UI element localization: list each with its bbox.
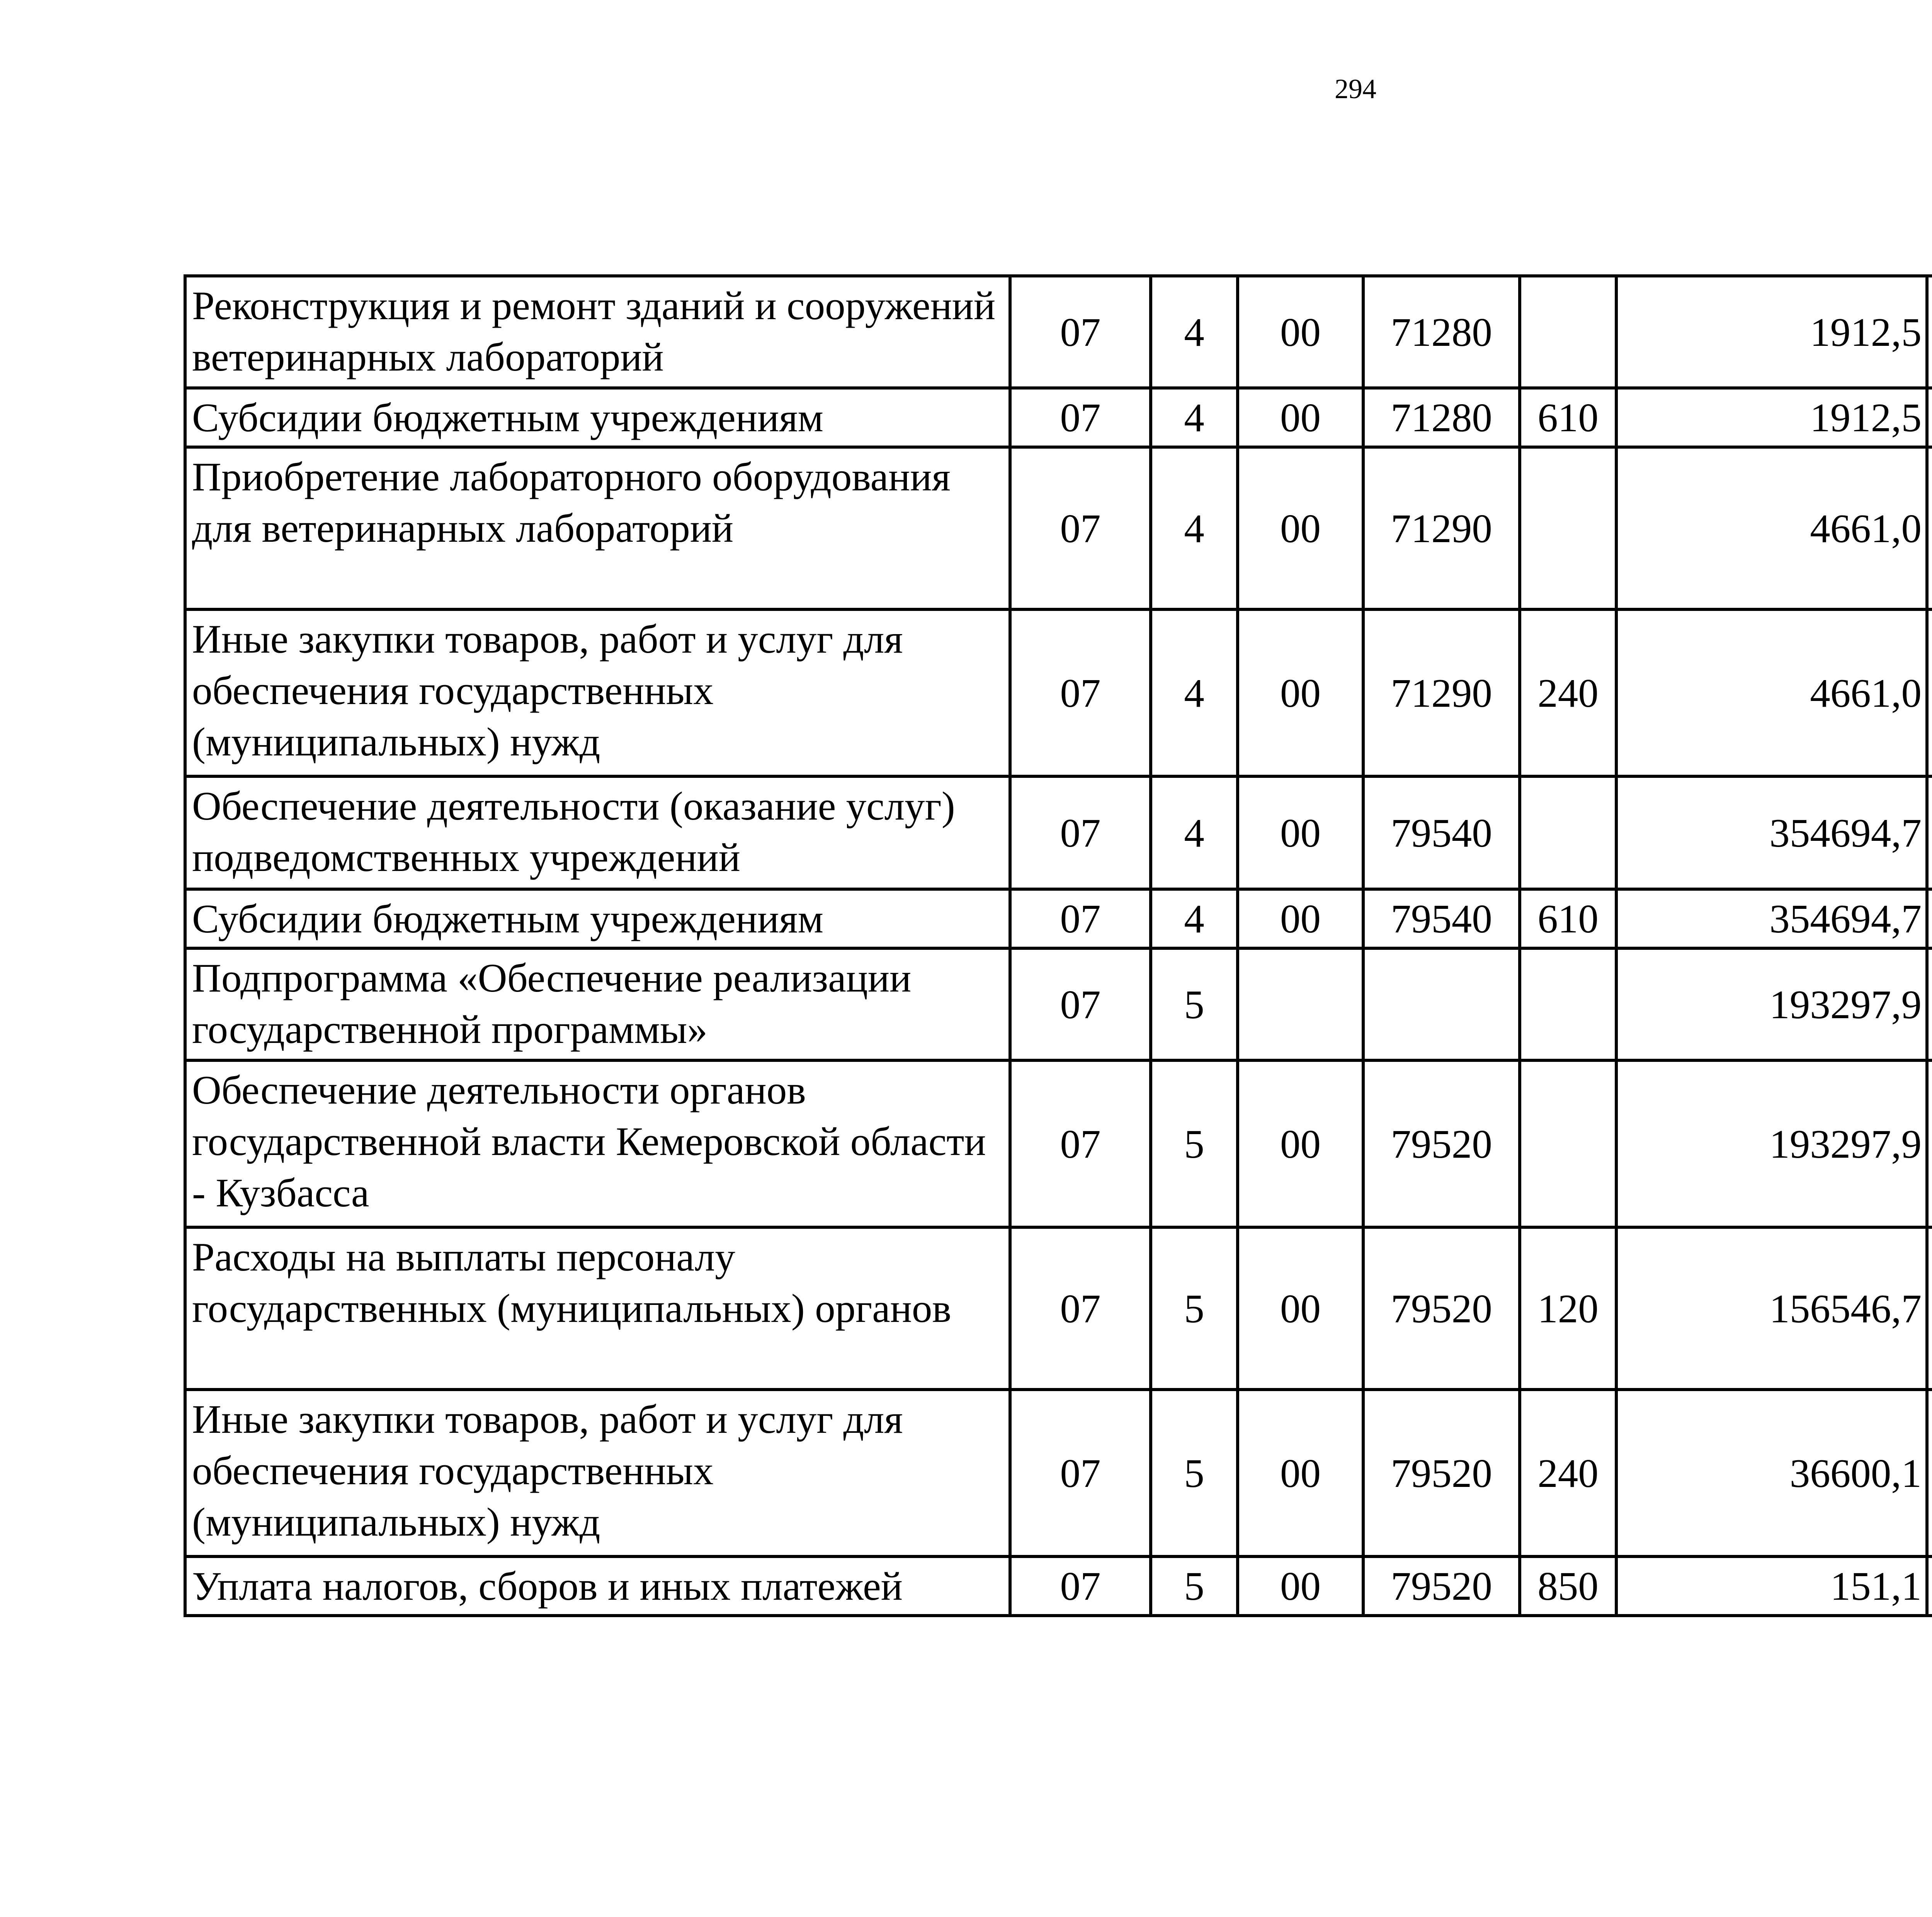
section-code-cell: 07 bbox=[1010, 388, 1151, 447]
value-2-cell bbox=[1927, 1556, 1932, 1616]
main-event-code-cell bbox=[1238, 948, 1363, 1060]
subprogram-code-cell: 5 bbox=[1151, 948, 1238, 1060]
section-code-cell: 07 bbox=[1010, 447, 1151, 609]
row-name-cell: Подпрограмма «Обеспечение реализации государственной программы» bbox=[185, 948, 1010, 1060]
value-2-cell bbox=[1927, 1060, 1932, 1227]
section-code-cell: 07 bbox=[1010, 609, 1151, 776]
row-name-cell: Реконструкция и ремонт зданий и сооружений ветеринарных лабораторий bbox=[185, 276, 1010, 388]
value-1-cell: 354694,7 bbox=[1616, 889, 1927, 948]
subprogram-code-cell: 5 bbox=[1151, 1390, 1238, 1556]
direction-code-cell: 79520 bbox=[1363, 1390, 1520, 1556]
subprogram-code-cell: 5 bbox=[1151, 1227, 1238, 1390]
main-event-code-cell: 00 bbox=[1238, 609, 1363, 776]
section-code-cell: 07 bbox=[1010, 276, 1151, 388]
table-row bbox=[185, 1060, 1932, 1227]
table-row bbox=[185, 388, 1932, 447]
budget-table bbox=[184, 274, 1932, 1617]
main-event-code-cell: 00 bbox=[1238, 1390, 1363, 1556]
subprogram-code-cell: 4 bbox=[1151, 276, 1238, 388]
subprogram-code-cell: 4 bbox=[1151, 609, 1238, 776]
value-1-cell: 4661,0 bbox=[1616, 447, 1927, 609]
value-1-cell: 193297,9 bbox=[1616, 1060, 1927, 1227]
direction-code-cell: 79520 bbox=[1363, 1060, 1520, 1227]
section-code-cell: 07 bbox=[1010, 948, 1151, 1060]
direction-code-cell: 71280 bbox=[1363, 276, 1520, 388]
table-row bbox=[185, 776, 1932, 889]
row-name-cell: Обеспечение деятельности органов государственной власти Кемеровской области - Кузбасса bbox=[185, 1060, 1010, 1227]
direction-code-cell: 79520 bbox=[1363, 1556, 1520, 1616]
table-row bbox=[185, 447, 1932, 609]
row-name-cell: Обеспечение деятельности (оказание услуг) подведомственных учреждений bbox=[185, 776, 1010, 889]
direction-code-cell: 79540 bbox=[1363, 889, 1520, 948]
expense-type-code-cell bbox=[1520, 776, 1616, 889]
expense-type-code-cell: 610 bbox=[1520, 388, 1616, 447]
expense-type-code-cell: 120 bbox=[1520, 1227, 1616, 1390]
value-1-cell: 354694,7 bbox=[1616, 776, 1927, 889]
expense-type-code-cell bbox=[1520, 948, 1616, 1060]
row-name-cell: Субсидии бюджетным учреждениям bbox=[185, 889, 1010, 948]
direction-code-cell: 71290 bbox=[1363, 609, 1520, 776]
subprogram-code-cell: 4 bbox=[1151, 447, 1238, 609]
section-code-cell: 07 bbox=[1010, 1390, 1151, 1556]
value-2-cell bbox=[1927, 889, 1932, 948]
expense-type-code-cell: 850 bbox=[1520, 1556, 1616, 1616]
table-row bbox=[185, 276, 1932, 388]
row-name-cell: Иные закупки товаров, работ и услуг для обеспечения государственных (муниципальных) нужд bbox=[185, 609, 1010, 776]
subprogram-code-cell: 4 bbox=[1151, 889, 1238, 948]
table-row bbox=[185, 889, 1932, 948]
main-event-code-cell: 00 bbox=[1238, 447, 1363, 609]
direction-code-cell: 71280 bbox=[1363, 388, 1520, 447]
value-2-cell bbox=[1927, 776, 1932, 889]
value-1-cell: 151,1 bbox=[1616, 1556, 1927, 1616]
direction-code-cell: 71290 bbox=[1363, 447, 1520, 609]
expense-type-code-cell: 240 bbox=[1520, 1390, 1616, 1556]
main-event-code-cell: 00 bbox=[1238, 1556, 1363, 1616]
expense-type-code-cell bbox=[1520, 1060, 1616, 1227]
main-event-code-cell: 00 bbox=[1238, 1060, 1363, 1227]
subprogram-code-cell: 4 bbox=[1151, 776, 1238, 889]
section-code-cell: 07 bbox=[1010, 889, 1151, 948]
value-1-cell: 36600,1 bbox=[1616, 1390, 1927, 1556]
direction-code-cell bbox=[1363, 948, 1520, 1060]
main-event-code-cell: 00 bbox=[1238, 1227, 1363, 1390]
subprogram-code-cell: 5 bbox=[1151, 1060, 1238, 1227]
row-name-cell: Приобретение лабораторного оборудования для ветеринарных лабораторий bbox=[185, 447, 1010, 609]
row-name-cell: Расходы на выплаты персоналу государственных (муниципальных) органов bbox=[185, 1227, 1010, 1390]
main-event-code-cell: 00 bbox=[1238, 889, 1363, 948]
direction-code-cell: 79540 bbox=[1363, 776, 1520, 889]
row-name-cell: Уплата налогов, сборов и иных платежей bbox=[185, 1556, 1010, 1616]
value-2-cell bbox=[1927, 276, 1932, 388]
main-event-code-cell: 00 bbox=[1238, 276, 1363, 388]
expense-type-code-cell bbox=[1520, 276, 1616, 388]
subprogram-code-cell: 4 bbox=[1151, 388, 1238, 447]
section-code-cell: 07 bbox=[1010, 1060, 1151, 1227]
table-row bbox=[185, 1227, 1932, 1390]
value-2-cell bbox=[1927, 388, 1932, 447]
table-row bbox=[185, 948, 1932, 1060]
row-name-cell: Субсидии бюджетным учреждениям bbox=[185, 388, 1010, 447]
section-code-cell: 07 bbox=[1010, 776, 1151, 889]
value-2-cell bbox=[1927, 1227, 1932, 1390]
value-1-cell: 1912,5 bbox=[1616, 388, 1927, 447]
section-code-cell: 07 bbox=[1010, 1556, 1151, 1616]
expense-type-code-cell bbox=[1520, 447, 1616, 609]
table-row bbox=[185, 1390, 1932, 1556]
value-2-cell bbox=[1927, 609, 1932, 776]
main-event-code-cell: 00 bbox=[1238, 388, 1363, 447]
expense-type-code-cell: 240 bbox=[1520, 609, 1616, 776]
value-2-cell bbox=[1927, 447, 1932, 609]
value-2-cell bbox=[1927, 948, 1932, 1060]
section-code-cell: 07 bbox=[1010, 1227, 1151, 1390]
direction-code-cell: 79520 bbox=[1363, 1227, 1520, 1390]
subprogram-code-cell: 5 bbox=[1151, 1556, 1238, 1616]
page-number: 294 bbox=[1335, 73, 1376, 104]
value-1-cell: 193297,9 bbox=[1616, 948, 1927, 1060]
value-1-cell: 4661,0 bbox=[1616, 609, 1927, 776]
row-name-cell: Иные закупки товаров, работ и услуг для обеспечения государственных (муниципальных) нужд bbox=[185, 1390, 1010, 1556]
table-row bbox=[185, 1556, 1932, 1616]
table-row bbox=[185, 609, 1932, 776]
main-event-code-cell: 00 bbox=[1238, 776, 1363, 889]
value-2-cell bbox=[1927, 1390, 1932, 1556]
value-1-cell: 1912,5 bbox=[1616, 276, 1927, 388]
value-1-cell: 156546,7 bbox=[1616, 1227, 1927, 1390]
expense-type-code-cell: 610 bbox=[1520, 889, 1616, 948]
